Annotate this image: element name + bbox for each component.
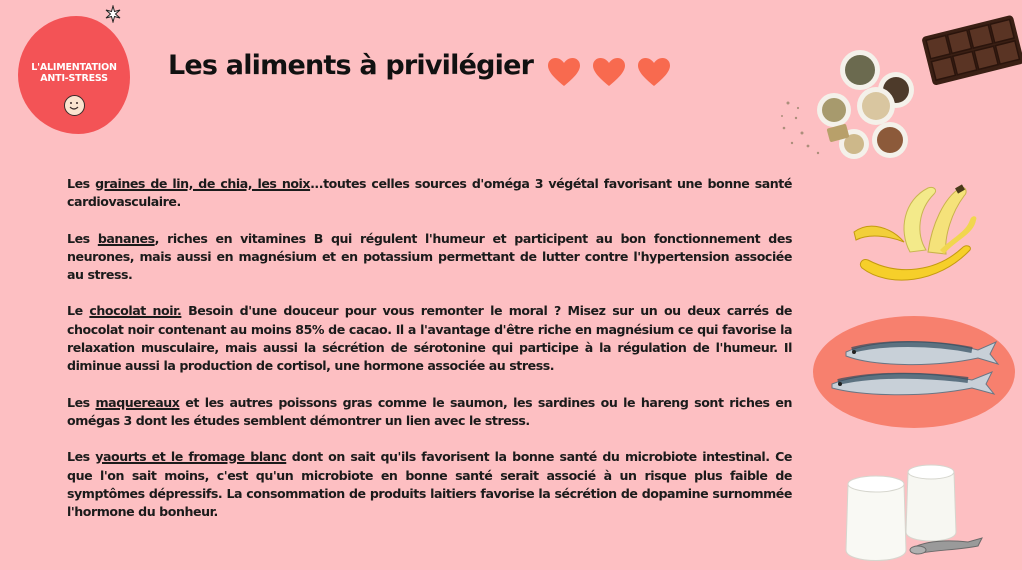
paragraph-chocolate [67,302,792,375]
highlighted-food: graines de lin, de chia, les noix [95,176,311,191]
paragraph-text: dont on sait qu'ils favorisent la bonne santé du microbiote intestinal. Ce que l'on sait moins, c'est qu'un microbiote en bonne santé serait associé à un risque plus faible de symptômes dépressifs. La consommation de produits laitiers favorise la sécrétion de dopamine surnommée l'hormone du bonheur. [67,449,792,520]
mackerel-image [812,314,1016,430]
page-title: Les aliments à privilégier [168,50,534,81]
paragraph-prefix: Les [67,230,98,246]
smiley-face-icon [64,95,85,116]
yogurt-jars-image [838,444,984,564]
sparkle-icon [104,5,122,23]
highlighted-food: chocolat noir. [89,303,182,319]
paragraph-mackerel [67,394,792,431]
paragraph-prefix: Les [67,176,96,191]
paragraph-bananas [67,230,792,285]
paragraph-seeds [67,175,792,212]
heart-icon [592,57,626,87]
highlighted-food: maquereaux [95,394,180,410]
badge-label [18,62,130,84]
hearts-row [547,57,671,87]
highlighted-food: bananes [97,230,155,246]
paragraph-text: ...toutes celles sources d'oméga 3 végétal favorisant une bonne santé cardiovasculaire. [67,176,792,210]
seeds-bowls-image [778,48,918,160]
badge-line-2: ANTI-STRESS [40,73,108,84]
heart-icon [637,57,671,87]
chocolate-bar-image [918,14,1022,88]
paragraph-yogurt [67,448,792,521]
anti-stress-badge [18,16,130,134]
heart-icon [547,57,581,87]
paragraph-prefix: Les [67,449,96,465]
content-text [67,175,792,539]
banana-image [848,180,980,290]
paragraph-text: Besoin d'une douceur pour vous remonter le moral ? Misez sur un ou deux carrés de chocolat noir contenant au moins 85% de cacao. Il a l'avantage d'être riche en magnésium ce qui favorise la relaxation musculaire, mais aussi la sécrétion de sérotonine qui participe à la régulation de l'humeur. Il diminue aussi la production de cortisol, une hormone associée au stress. [67,303,792,374]
paragraph-text: et les autres poissons gras comme le saumon, les sardines ou le hareng sont riches en omégas 3 dont les études semblent démontrer un lien avec le stress. [67,394,792,428]
paragraph-text: , riches en vitamines B qui régulent l'humeur et participent au bon fonctionnement des neurones, mais aussi en magnésium et en potassium permettant de lutter contre l'hypertension associée au stress. [67,230,792,283]
highlighted-food: yaourts et le fromage blanc [95,449,287,465]
paragraph-prefix: Le [67,303,90,319]
paragraph-prefix: Les [67,394,96,410]
badge-line-1: L'ALIMENTATION [31,62,117,73]
